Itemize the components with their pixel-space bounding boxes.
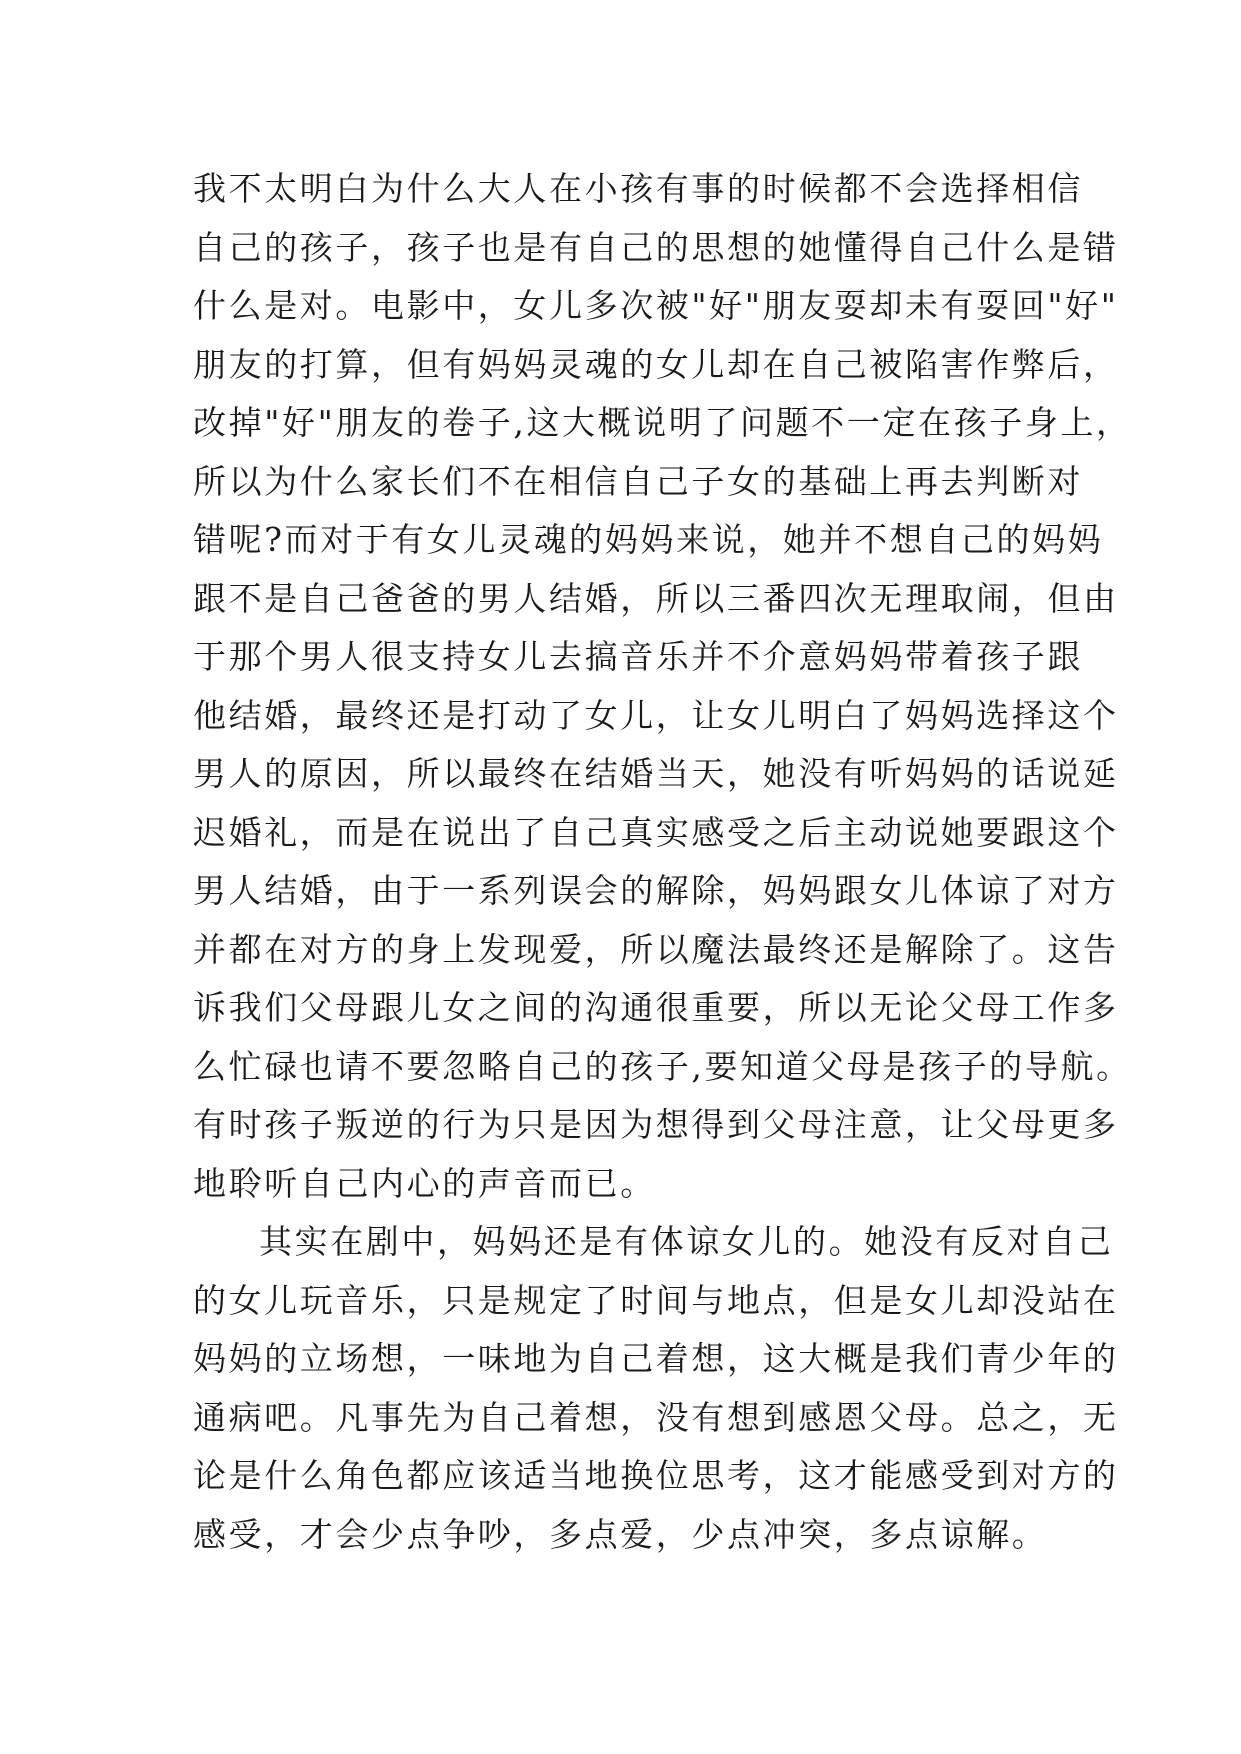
text-line: 感受，才会少点争吵，多点爱，少点冲突，多点谅解。 <box>193 1514 1048 1554</box>
text-line: 妈妈的立场想，一味地为自己着想，这大概是我们青少年的 <box>193 1339 1119 1378</box>
text-line: 男人结婚，由于一系列误会的解除，妈妈跟女儿体谅了对方 <box>193 871 1119 910</box>
text-line: 朋友的打算，但有妈妈灵魂的女儿却在自己被陷害作弊后， <box>193 344 1119 384</box>
text-line: 改掉"好"朋友的卷子,这大概说明了问题不一定在孩子身上， <box>193 403 1132 442</box>
text-line: 并都在对方的身上发现爱，所以魔法最终还是解除了。这告 <box>193 929 1119 969</box>
text-line: 于那个男人很支持女儿去搞音乐并不介意妈妈带着孩子跟 <box>193 637 1083 676</box>
text-line: 什么是对。电影中，女儿多次被"好"朋友耍却未有耍回"好" <box>193 286 1119 325</box>
text-line: 地聆听自己内心的声音而已。 <box>193 1163 656 1203</box>
text-line: 么忙碌也请不要忽略自己的孩子,要知道父母是孩子的导航。 <box>193 1046 1132 1086</box>
text-line: 自己的孩子，孩子也是有自己的思想的她懂得自己什么是错 <box>193 227 1119 267</box>
text-line: 他结婚，最终还是打动了女儿，让女儿明白了妈妈选择这个 <box>193 695 1119 735</box>
text-line: 所以为什么家长们不在相信自己子女的基础上再去判断对 <box>193 461 1083 501</box>
document-body <box>193 160 1132 1564</box>
text-line: 通病吧。凡事先为自己着想，没有想到感恩父母。总之，无 <box>193 1397 1119 1437</box>
text-line: 诉我们父母跟儿女之间的沟通很重要，所以无论父母工作多 <box>193 988 1119 1027</box>
text-line: 其实在剧中，妈妈还是有体谅女儿的。她没有反对自己 <box>259 1222 1114 1261</box>
text-line: 的女儿玩音乐，只是规定了时间与地点，但是女儿却没站在 <box>193 1280 1119 1320</box>
paragraph-1 <box>193 160 1132 1213</box>
text-line: 错呢?而对于有女儿灵魂的妈妈来说，她并不想自己的妈妈 <box>193 520 1104 559</box>
text-line: 我不太明白为什么大人在小孩有事的时候都不会选择相信 <box>193 169 1083 208</box>
text-line: 跟不是自己爸爸的男人结婚，所以三番四次无理取闹，但由 <box>193 578 1119 618</box>
text-line: 男人的原因，所以最终在结婚当天，她没有听妈妈的话说延 <box>193 754 1119 793</box>
text-line: 迟婚礼，而是在说出了自己真实感受之后主动说她要跟这个 <box>193 812 1119 852</box>
text-line: 有时孩子叛逆的行为只是因为想得到父母注意，让父母更多 <box>193 1105 1119 1144</box>
paragraph-2 <box>193 1213 1119 1564</box>
text-line: 论是什么角色都应该适当地换位思考，这才能感受到对方的 <box>193 1456 1119 1495</box>
